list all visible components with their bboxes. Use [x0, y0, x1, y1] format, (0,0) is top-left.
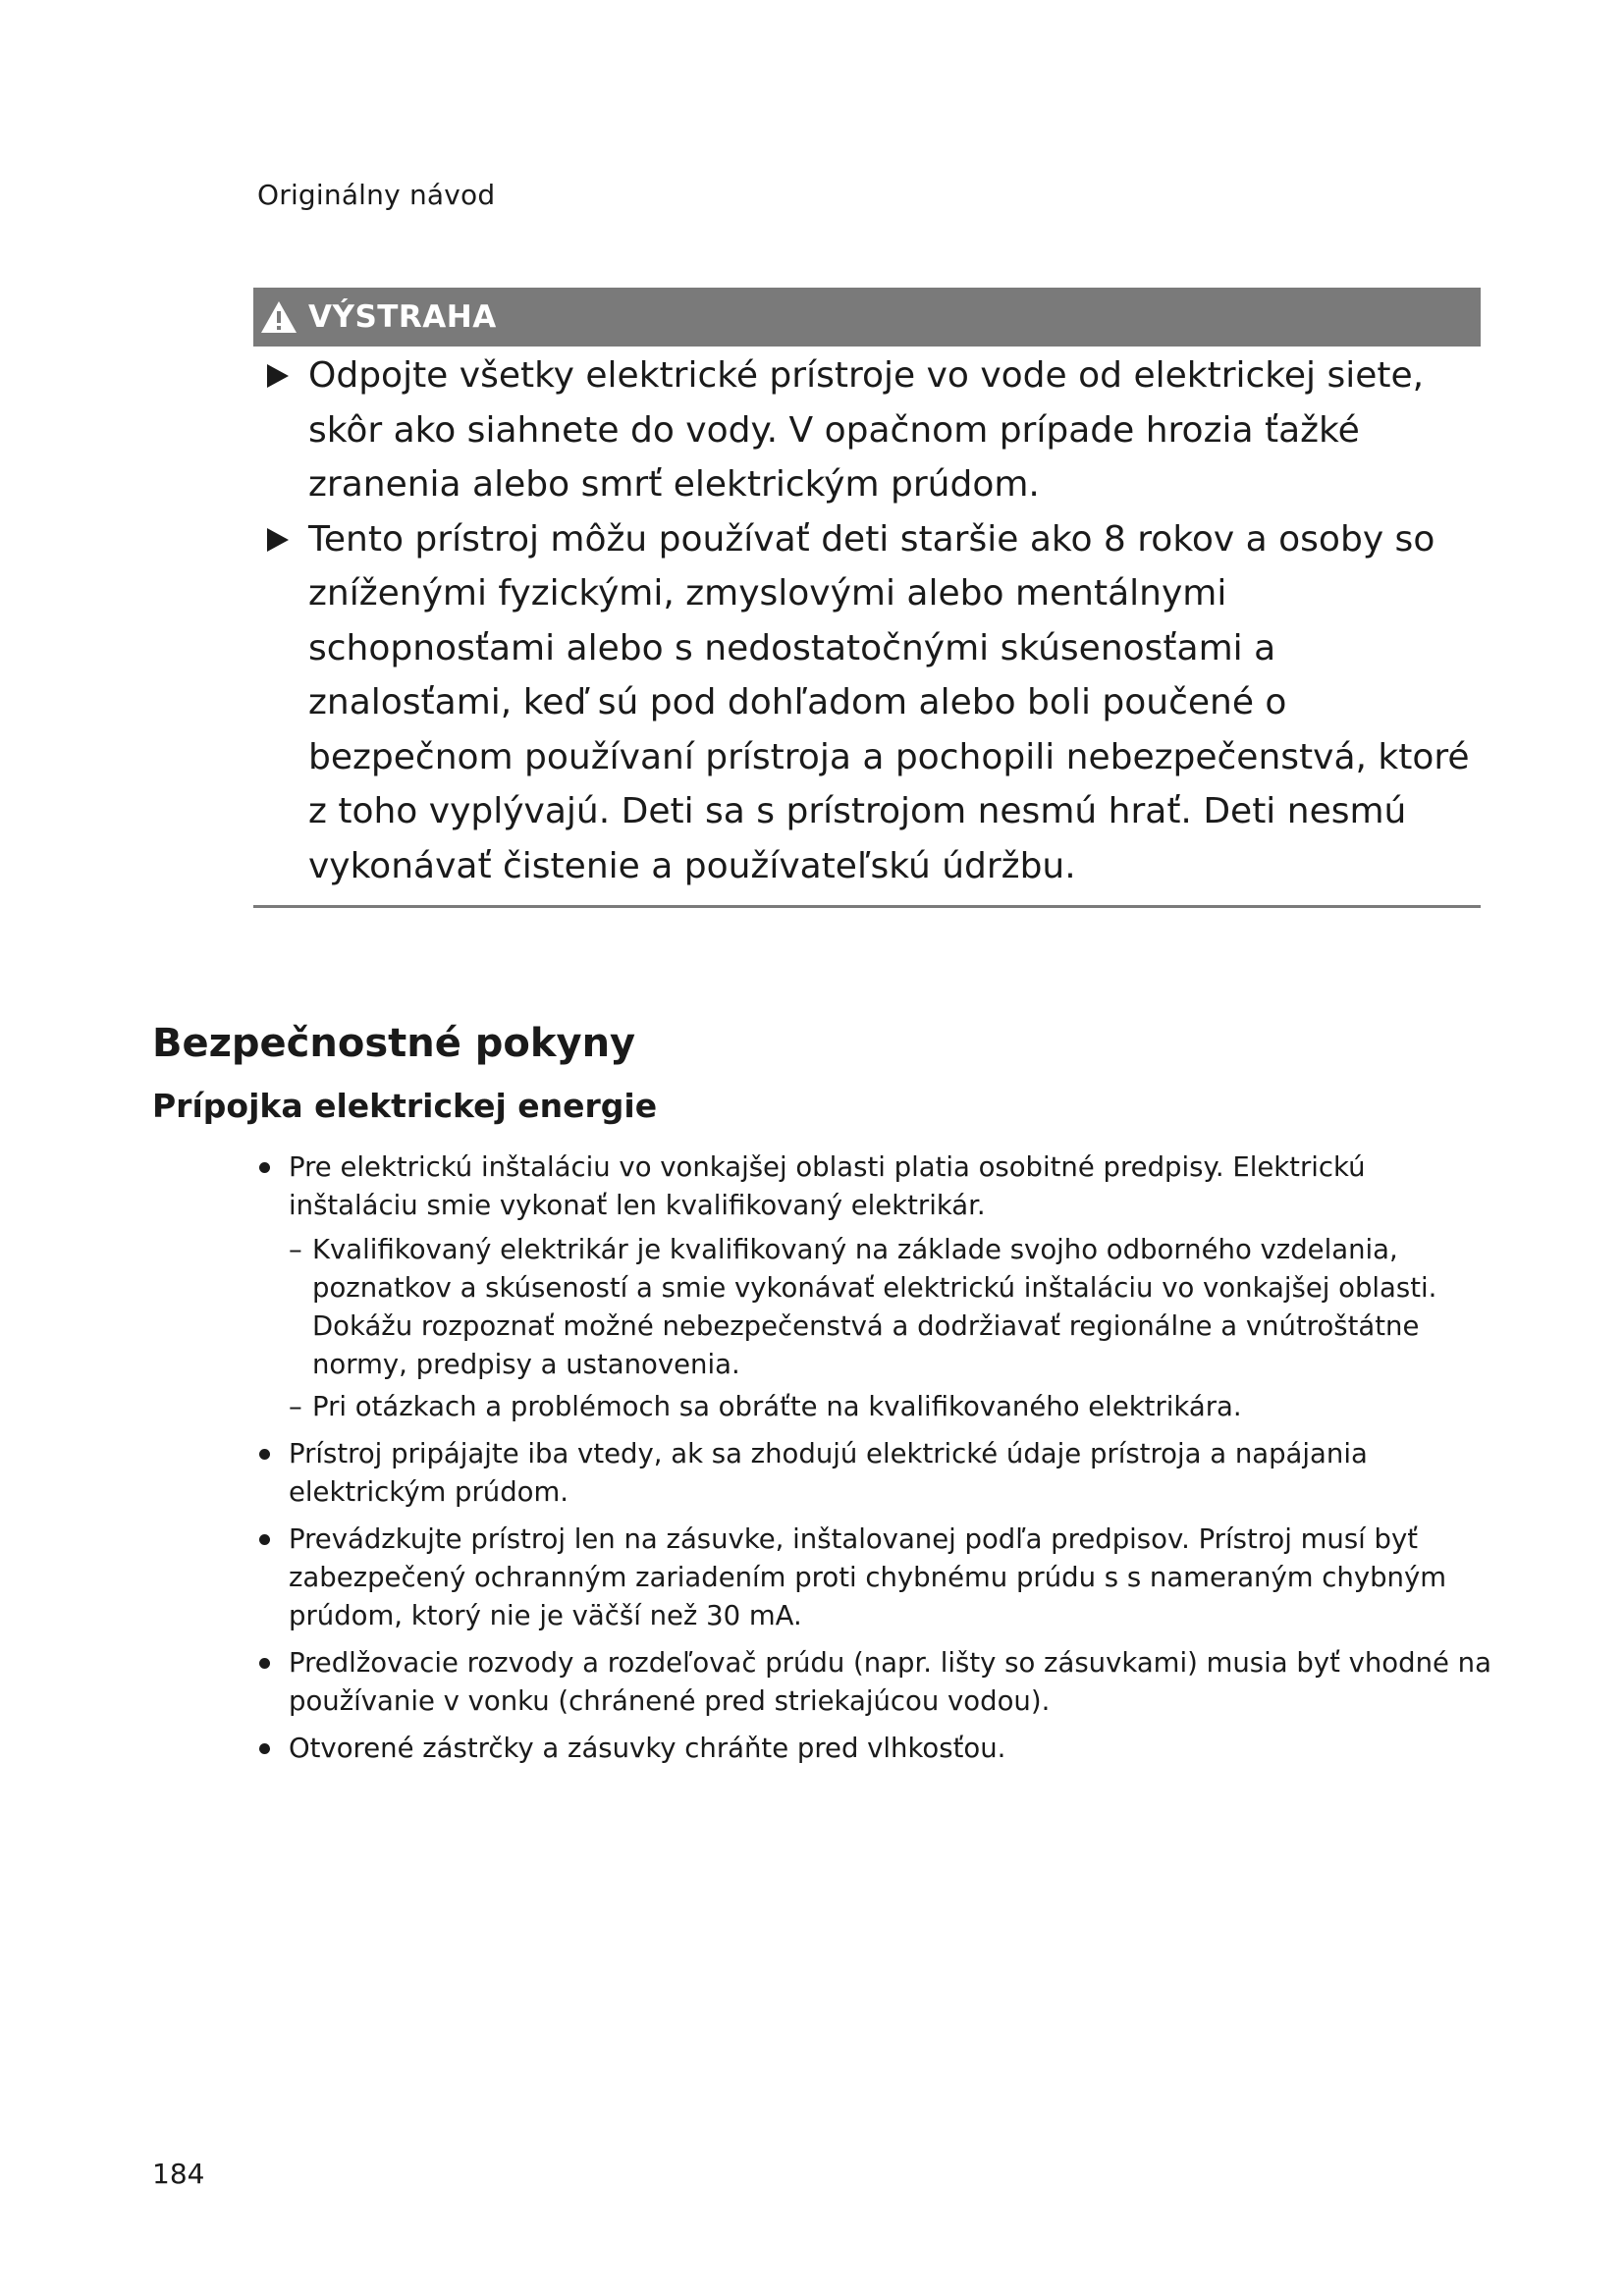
sub-list-item	[255, 1388, 1492, 1426]
list-item-text: Prevádzkujte prístroj len na zásuvke, inštalovanej podľa predpisov. Prístroj musí byť zabezpečený ochranným zariadením proti chybnému prúdu s s nameraným chybným prúdom, ktorý nie je väčší než 30 mA.	[289, 1523, 1447, 1631]
warning-box	[253, 288, 1481, 908]
warning-triangle-icon	[259, 299, 298, 335]
bullet-dot-icon	[259, 1449, 270, 1460]
list-item-text: Prístroj pripájajte iba vtedy, ak sa zhodujú elektrické údaje prístroja a napájania elektrickým prúdom.	[289, 1438, 1368, 1508]
page-number: 184	[152, 2158, 205, 2190]
document-header-label: Originálny návod	[257, 179, 496, 211]
safety-instructions-list	[255, 1148, 1492, 1777]
list-item	[255, 1148, 1492, 1426]
list-item	[255, 1730, 1492, 1768]
warning-item	[253, 512, 1481, 894]
sub-list-item-text: Kvalifikovaný elektrikár je kvalifikovaný na základe svojho odborného vzdelania, poznatkov a skúseností a smie vykonávať elektrickú inštaláciu vo vonkajšej oblasti. Dokážu rozpoznať možné nebezpečenstvá a dodržiavať regionálne a vnútroštátne normy, predpisy a ustanovenia.	[312, 1234, 1437, 1380]
dash-bullet-icon: –	[289, 1234, 302, 1265]
list-item-text: Predlžovacie rozvody a rozdeľovač prúdu (napr. lišty so zásuvkami) musia byť vhodné na používanie v vonku (chránené pred striekajúcou vodou).	[289, 1647, 1491, 1717]
section-title: Bezpečnostné pokyny	[152, 1021, 636, 1066]
list-item-text: Pre elektrickú inštaláciu vo vonkajšej oblasti platia osobitné predpisy. Elektrickú inštaláciu smie vykonať len kvalifikovaný elektrikár.	[289, 1151, 1366, 1221]
warning-header-bar	[253, 288, 1481, 347]
sub-list-item	[255, 1231, 1492, 1384]
sub-list	[289, 1231, 1492, 1426]
subsection-title: Prípojka elektrickej energie	[152, 1087, 658, 1125]
warning-title: VÝSTRAHA	[308, 299, 497, 335]
bullet-dot-icon	[259, 1534, 270, 1545]
bullet-dot-icon	[259, 1658, 270, 1669]
sub-list-item-text: Pri otázkach a problémoch sa obráťte na kvalifikovaného elektrikára.	[312, 1391, 1242, 1422]
dash-bullet-icon: –	[289, 1391, 302, 1422]
bullet-dot-icon	[259, 1743, 270, 1754]
triangle-bullet-icon	[267, 364, 289, 388]
bullet-dot-icon	[259, 1162, 270, 1173]
list-item-text: Otvorené zástrčky a zásuvky chráňte pred vlhkosťou.	[289, 1733, 1006, 1764]
warning-item-text: Odpojte všetky elektrické prístroje vo vode od elektrickej siete, skôr ako siahnete do vody. V opačnom prípade hrozia ťažké zranenia alebo smrť elektrickým prúdom.	[308, 355, 1425, 505]
warning-item-text: Tento prístroj môžu používať deti staršie ako 8 rokov a osoby so zníženými fyzickými, zmyslovými alebo mentálnymi schopnosťami alebo s nedostatočnými skúsenosťami a znalosťami, keď sú pod dohľadom alebo boli poučené o bezpečnom používaní prístroja a pochopili nebezpečenstvá, ktoré z toho vyplývajú. Deti sa s prístrojom nesmú hrať. Deti nesmú vykonávať čistenie a používateľskú údržbu.	[308, 518, 1470, 886]
warning-list	[253, 348, 1481, 893]
list-item	[255, 1521, 1492, 1635]
list-item	[255, 1435, 1492, 1512]
warning-item	[253, 348, 1481, 512]
triangle-bullet-icon	[267, 528, 289, 552]
list-item	[255, 1644, 1492, 1721]
warning-bottom-rule	[253, 905, 1481, 908]
